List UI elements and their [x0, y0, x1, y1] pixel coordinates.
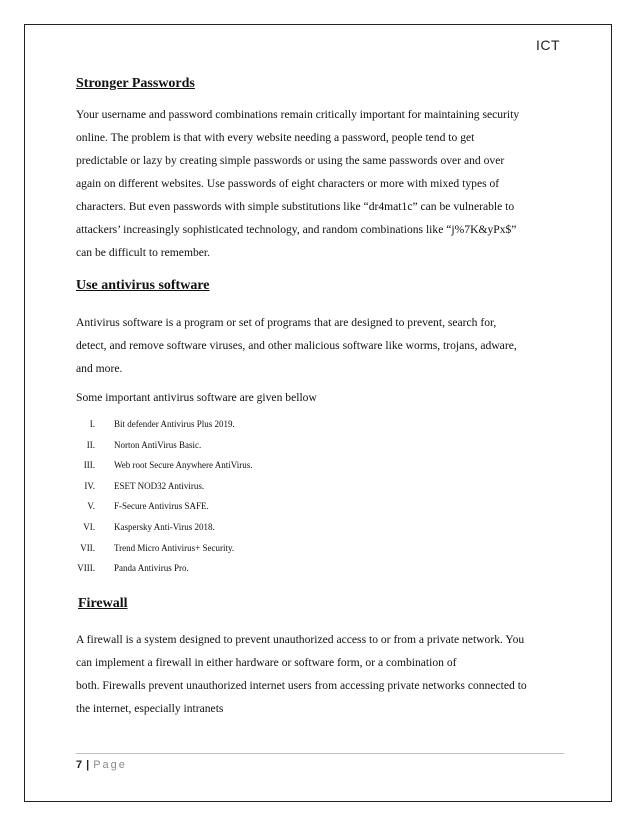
- list-item-text: Web root Secure Anywhere AntiVirus.: [114, 460, 253, 471]
- page-footer: [76, 759, 127, 771]
- paragraph-line: again on different websites. Use passwords of eight characters or more with mixed types of: [76, 177, 500, 190]
- section-heading-passwords: Stronger Passwords: [76, 76, 195, 91]
- list-item: [76, 558, 564, 579]
- list-item-text: Bit defender Antivirus Plus 2019.: [114, 419, 235, 429]
- list-item-text: Norton AntiVirus Basic.: [114, 439, 202, 450]
- paragraph-line: the internet, especially intranets: [76, 702, 224, 715]
- paragraph-line: predictable or lazy by creating simple passwords or using the same passwords over and over: [76, 154, 505, 167]
- paragraph-line: detect, and remove software viruses, and other malicious software like worms, trojans, adware,: [76, 339, 517, 352]
- footer-divider: [76, 753, 564, 754]
- paragraph-line: both. Firewalls prevent unauthorized internet users from accessing private networks connected to: [76, 679, 527, 692]
- header-label: ICT: [535, 37, 560, 53]
- list-item-number: V.: [87, 501, 95, 512]
- section-heading-firewall: Firewall: [78, 596, 128, 611]
- list-item: [76, 517, 564, 538]
- list-item: [76, 455, 564, 476]
- list-item-text: Panda Antivirus Pro.: [114, 563, 189, 574]
- page-word: Page: [93, 759, 127, 771]
- list-item-number: VIII.: [77, 563, 95, 574]
- paragraph-line: A firewall is a system designed to prevent unauthorized access to or from a private network. You: [76, 633, 525, 646]
- page-number: 7: [76, 759, 83, 771]
- footer-separator: |: [86, 759, 90, 771]
- list-item: [76, 414, 564, 435]
- list-item-number: III.: [83, 460, 95, 471]
- paragraph-line: characters. But even passwords with simple substitutions like “dr4mat1c” can be vulnerable to: [76, 200, 515, 213]
- paragraph-line: and more.: [76, 362, 123, 375]
- list-intro: Some important antivirus software are given bellow: [76, 391, 317, 404]
- paragraph-line: can be difficult to remember.: [76, 246, 211, 259]
- list-item: [76, 476, 564, 497]
- list-item-number: I.: [89, 419, 95, 429]
- list-item: [76, 538, 564, 559]
- list-item: [76, 435, 564, 456]
- section-heading-antivirus: Use antivirus software: [76, 278, 210, 293]
- paragraph-line: online. The problem is that with every website needing a password, people tend to get: [76, 131, 475, 144]
- paragraph-line: Antivirus software is a program or set of programs that are designed to prevent, search for,: [76, 316, 497, 329]
- paragraph-line: Your username and password combinations remain critically important for maintaining security: [76, 108, 520, 121]
- antivirus-list: [76, 414, 564, 579]
- list-item-number: II.: [86, 439, 95, 450]
- paragraph-line: attackers’ increasingly sophisticated technology, and random combinations like “j%7K&yPx$”: [76, 223, 517, 236]
- list-item-number: IV.: [84, 480, 95, 491]
- list-item-text: F-Secure Antivirus SAFE.: [114, 501, 209, 512]
- list-item-number: VII.: [80, 542, 95, 553]
- list-item-number: VI.: [83, 521, 95, 532]
- list-item-text: ESET NOD32 Antivirus.: [114, 480, 205, 491]
- list-item: [76, 496, 564, 517]
- list-item-text: Trend Micro Antivirus+ Security.: [114, 542, 235, 553]
- paragraph-line: can implement a firewall in either hardware or software form, or a combination of: [76, 656, 457, 669]
- list-item-text: Kaspersky Anti-Virus 2018.: [114, 521, 215, 532]
